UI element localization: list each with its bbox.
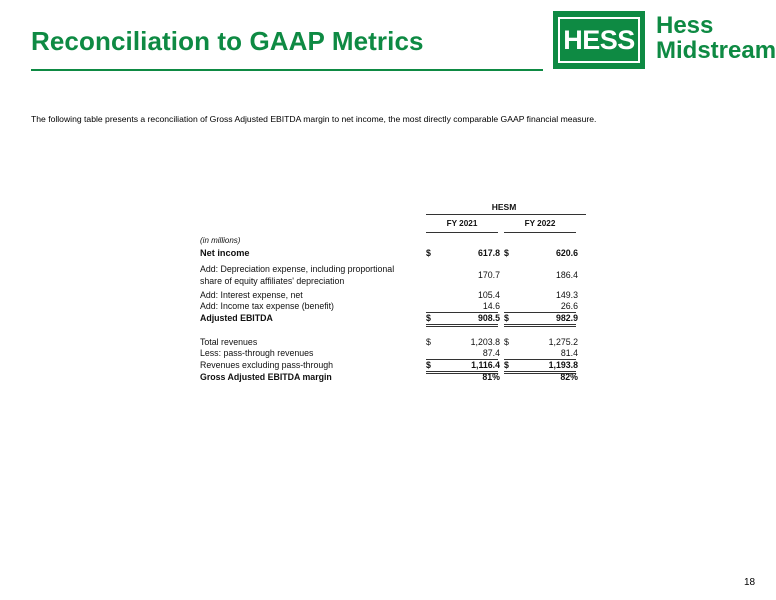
column-header-fy2021: FY 2021: [446, 219, 478, 228]
page-title: Reconciliation to GAAP Metrics: [31, 26, 424, 56]
hess-midstream-logo: [553, 11, 776, 69]
dollar-sign: $: [426, 337, 431, 347]
column-rule-fy2021: [426, 232, 498, 233]
dollar-sign: $: [426, 360, 431, 370]
row-label: Total revenues: [200, 337, 258, 347]
logo-mark-text: HESS: [563, 25, 635, 55]
logo-line-1: Hess: [656, 12, 714, 39]
value-fy2022: 620.6: [555, 248, 578, 258]
value-fy2022: 149.3: [555, 290, 578, 300]
value-fy2021: 81%: [482, 372, 500, 382]
column-rule-fy2022: [504, 232, 576, 233]
table-group-header: HESM: [491, 202, 517, 212]
value-fy2022: 26.6: [560, 301, 578, 311]
intro-text: The following table presents a reconciliation of Gross Adjusted EBITDA margin to net income, the most directly comparable GAAP financial measure.: [31, 114, 597, 124]
value-fy2022: 982.9: [555, 313, 578, 323]
row-label: Add: Interest expense, net: [200, 290, 303, 300]
page-number: 18: [744, 577, 756, 588]
value-fy2022: 82%: [560, 372, 578, 382]
total-double-rule-fy2021: [426, 324, 498, 327]
row-label-line-1: Add: Depreciation expense, including proportional: [200, 264, 395, 274]
dollar-sign: $: [504, 313, 509, 323]
dollar-sign: $: [426, 248, 431, 258]
value-fy2022: 1,193.8: [548, 360, 578, 370]
value-fy2021: 170.7: [477, 270, 500, 280]
dollar-sign: $: [504, 337, 509, 347]
group-header-rule: [426, 214, 586, 215]
logo-wordmark: [656, 13, 776, 63]
value-fy2021: 1,203.8: [470, 337, 500, 347]
value-fy2021: 617.8: [477, 248, 500, 258]
value-fy2021: 105.4: [477, 290, 500, 300]
dollar-sign: $: [504, 360, 509, 370]
logo-line-2: Midstream: [656, 37, 776, 64]
column-header-fy2022: FY 2022: [524, 219, 556, 228]
units-note: (in millions): [200, 236, 241, 245]
dollar-sign: $: [504, 248, 509, 258]
value-fy2021: 87.4: [482, 348, 500, 358]
row-label: Adjusted EBITDA: [200, 313, 273, 323]
dollar-sign: $: [426, 313, 431, 323]
value-fy2022: 186.4: [555, 270, 578, 280]
row-label: Gross Adjusted EBITDA margin: [200, 372, 332, 382]
logo-mark-border: [558, 17, 640, 63]
row-label: Add: Income tax expense (benefit): [200, 301, 334, 311]
row-label: Revenues excluding pass-through: [200, 360, 334, 370]
title-underline: [31, 69, 543, 71]
row-label: Net income: [200, 248, 250, 258]
value-fy2021: 1,116.4: [471, 360, 500, 370]
value-fy2022: 1,275.2: [548, 337, 578, 347]
value-fy2021: 908.5: [477, 313, 500, 323]
logo-mark-box: [553, 11, 645, 69]
value-fy2022: 81.4: [560, 348, 578, 358]
value-fy2021: 14.6: [482, 301, 500, 311]
row-label-line-2: share of equity affiliates' depreciation: [200, 276, 345, 286]
total-double-rule-fy2022: [504, 324, 576, 327]
row-label: Less: pass-through revenues: [200, 348, 314, 358]
